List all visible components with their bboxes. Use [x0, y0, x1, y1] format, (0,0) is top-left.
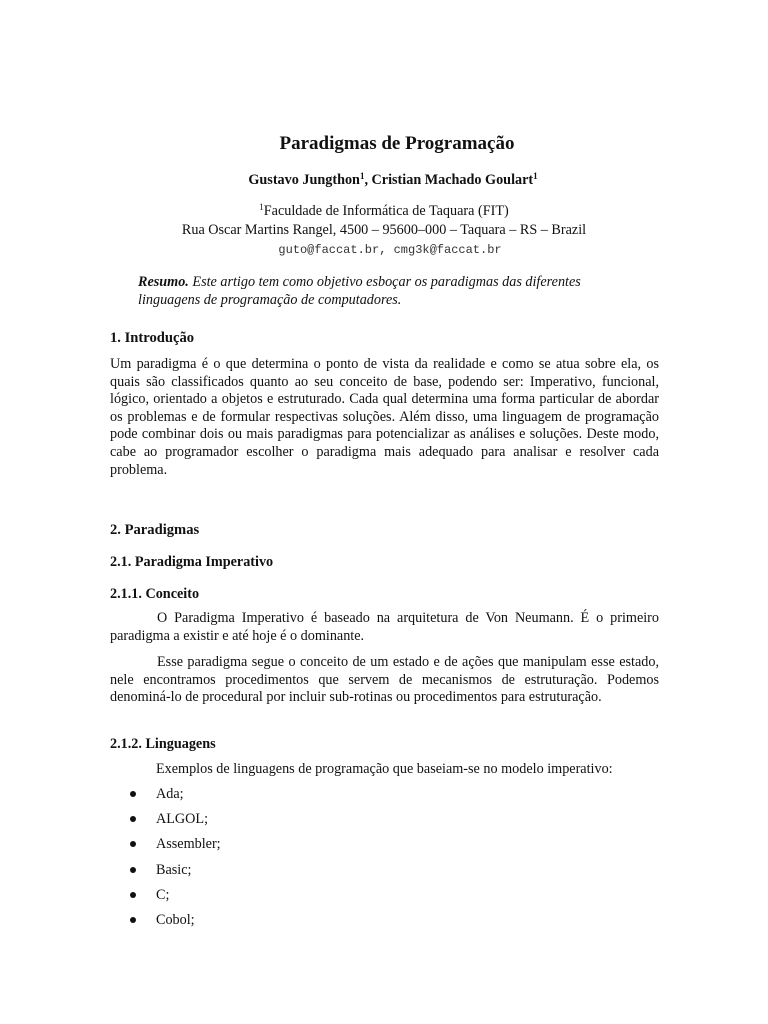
subsection-heading-imperativo: 2.1. Paradigma Imperativo [110, 554, 274, 570]
abstract-text: Este artigo tem como objetivo esboçar os paradigmas das diferentes linguagens de programação de computadores. [138, 274, 581, 308]
bullet-icon [130, 816, 136, 822]
list-item-label: Ada; [156, 786, 184, 802]
author-list [9, 172, 768, 189]
author-name: Cristian Machado Goulart [371, 172, 534, 188]
list-item [110, 861, 221, 886]
affiliation-address: Rua Oscar Martins Rangel, 4500 – 95600–000 – Taquara – RS – Brazil [181, 221, 587, 238]
list-item [110, 810, 221, 835]
affiliation-name: Faculdade de Informática de Taquara (FIT) [263, 203, 509, 219]
section-heading-introducao: 1. Introdução [110, 330, 195, 346]
author-name: Gustavo Jungthon [248, 172, 360, 188]
abstract [138, 274, 632, 309]
bullet-icon [130, 791, 136, 797]
bullet-icon [130, 892, 136, 898]
section-heading-paradigmas: 2. Paradigmas [110, 522, 200, 538]
affiliation [0, 202, 768, 239]
abstract-label: Resumo. [138, 274, 189, 290]
linguagens-intro: Exemplos de linguagens de programação que baseiam-se no modelo imperativo: [156, 761, 613, 777]
language-list [110, 785, 221, 936]
list-item [110, 785, 221, 810]
list-item-label: Assembler; [156, 836, 221, 853]
affiliation-name-line [0, 202, 768, 221]
paper-title: Paradigmas de Programação [279, 133, 515, 154]
affiliation-mark: 1 [359, 171, 365, 181]
list-item-label: Cobol; [156, 911, 195, 928]
bullet-icon [130, 841, 136, 847]
affiliation-mark: 1 [533, 171, 538, 181]
list-item [110, 911, 221, 936]
conceito-paragraph-1: O Paradigma Imperativo é baseado na arquitetura de Von Neumann. É o primeiro paradigma a existir e até hoje é o dominante. [110, 610, 659, 644]
author-separator: , [364, 172, 372, 188]
list-item-label: ALGOL; [156, 811, 209, 828]
subsubsection-heading-conceito: 2.1.1. Conceito [110, 586, 200, 602]
bullet-icon [130, 917, 136, 923]
subsubsection-heading-linguagens: 2.1.2. Linguagens [110, 736, 216, 752]
intro-paragraph: Um paradigma é o que determina o ponto de vista da realidade e como se atua sobre ela, os quais são classificados quanto ao seu conceito de base, podendo ser: Imperativo, funcional, lógico, orientado a objetos e estruturado. Cada qual determina uma forma particular de abordar os problemas e de formular respectivas soluções. Além disso, uma linguagem de programação pode combinar dois ou mais paradigmas para potencializar as análises e soluções. Deste modo, cabe ao programador escolher o paradigma mais adequado para analisar e resolver cada problema. [110, 356, 659, 478]
list-item [110, 835, 221, 860]
list-item [110, 886, 221, 911]
list-item-label: C; [156, 886, 170, 903]
affiliation-mark: 1 [259, 202, 264, 212]
bullet-icon [130, 867, 136, 873]
list-item-label: Basic; [156, 861, 192, 878]
author-emails: guto@faccat.br, cmg3k@faccat.br [278, 243, 502, 257]
conceito-paragraph-2: Esse paradigma segue o conceito de um estado e de ações que manipulam esse estado, nele encontramos procedimentos que servem de mecanismos de estruturação. Podemos denominá-lo de procedural por incluir sub-rotinas ou procedimentos para estruturação. [110, 654, 659, 706]
